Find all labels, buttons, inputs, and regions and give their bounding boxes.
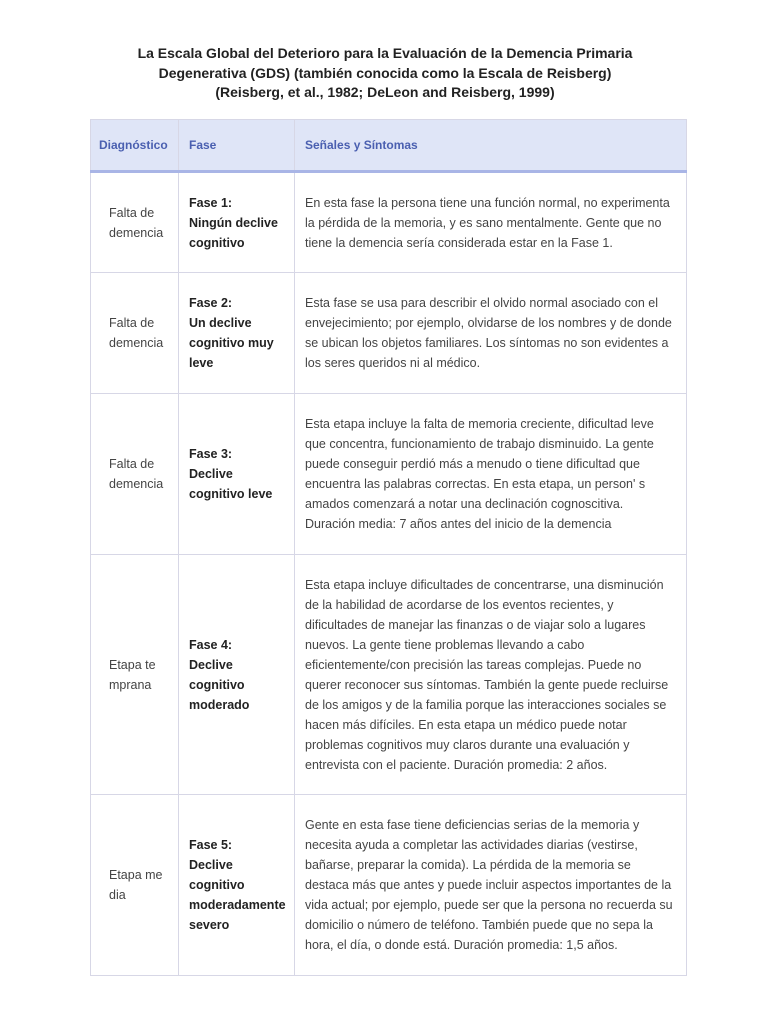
phase-name: Declive cognitivo moderado <box>189 657 250 712</box>
cell-diagnosis: Falta de demencia <box>91 172 179 273</box>
phase-label: Fase 1: <box>189 195 233 210</box>
cell-symptoms: Esta fase se usa para describir el olvido normal asociado con el envejecimiento; por ejemplo, olvidarse de los nombres y de donde se ubican los objetos familiares. Los síntomas no son evidentes a los seres queridos ni al médico. <box>295 273 687 394</box>
table-row <box>91 172 687 273</box>
cell-diagnosis: Falta de demencia <box>91 394 179 555</box>
phase-name: Ningún declive cognitivo <box>189 215 278 250</box>
phase-name: Un declive cognitivo muy leve <box>189 316 274 370</box>
phase-label: Fase 2: <box>189 296 233 310</box>
header-phase: Fase <box>179 120 295 172</box>
title-line-2: Degenerativa (GDS) (también conocida como la Escala de Reisberg) <box>158 64 612 81</box>
document-title <box>40 44 730 103</box>
table-row <box>91 795 687 976</box>
cell-phase <box>179 273 295 394</box>
cell-symptoms: Gente en esta fase tiene deficiencias serias de la memoria y necesita ayuda a completar las actividades diarias (vestirse, bañarse, preparar la comida). La pérdida de la memoria se destaca más que antes y puede incluir aspectos importantes de la vida actual; por ejemplo, puede ser que la persona no recuerda su domicilio o número de teléfono. También puede que no sepa la hora, el día, o donde está. Duración promedia: 1,5 años. <box>295 795 687 976</box>
phase-label: Fase 3: <box>189 447 233 461</box>
cell-phase <box>179 555 295 795</box>
cell-phase <box>179 172 295 273</box>
cell-diagnosis: Etapa temprana <box>91 555 179 795</box>
table-row <box>91 394 687 555</box>
title-line-3: (Reisberg, et al., 1982; DeLeon and Reisberg, 1999) <box>215 84 555 100</box>
gds-table <box>90 119 687 976</box>
phase-label: Fase 4: <box>189 637 233 652</box>
cell-diagnosis: Falta de demencia <box>91 273 179 394</box>
cell-diagnosis: Etapa media <box>91 795 179 976</box>
cell-symptoms: Esta etapa incluye la falta de memoria creciente, dificultad leve que concentra, funcionamiento de trabajo disminuido. La gente puede conseguir perdió más a menudo o tiene dificultad que encuentra las palabras correctas. En esta etapa, un person' s amados comenzará a notar una declinación cognoscitiva. Duración media: 7 años antes del inicio de la demencia <box>295 394 687 555</box>
cell-phase <box>179 394 295 555</box>
phase-name: Declive cognitivo leve <box>189 467 273 501</box>
cell-symptoms: Esta etapa incluye dificultades de concentrarse, una disminución de la habilidad de acordarse de los eventos recientes, y dificultades de manejar las finanzas o de viajar solo a lugares nuevos. La gente tiene problemas llevando a cabo eficientemente/con precisión las tareas complejas. Puede no querer reconocer sus síntomas. También la gente puede recluirse de los amigos y de la familia porque las interacciones sociales se hacen más difíciles. En esta etapa un médico puede notar problemas cognitivos muy claros durante una evaluación y entrevista con el paciente. Duración promedia: 2 años. <box>295 555 687 795</box>
phase-label: Fase 5: <box>189 838 233 852</box>
header-symptoms: Señales y Síntomas <box>295 120 687 172</box>
title-line-1: La Escala Global del Deterioro para la Evaluación de la Demencia Primaria <box>137 45 633 61</box>
table-header-row <box>91 120 687 172</box>
table-row <box>91 273 687 394</box>
table-row <box>91 555 687 795</box>
cell-symptoms: En esta fase la persona tiene una función normal, no experimenta la pérdida de la memoria, y es sano mentalmente. Gente que no tiene la demencia sería considerada estar en la Fase 1. <box>295 172 687 273</box>
header-diagnosis: Diagnóstico <box>91 120 179 172</box>
phase-name: Declive cognitivo moderadamente severo <box>189 858 286 932</box>
cell-phase <box>179 795 295 976</box>
